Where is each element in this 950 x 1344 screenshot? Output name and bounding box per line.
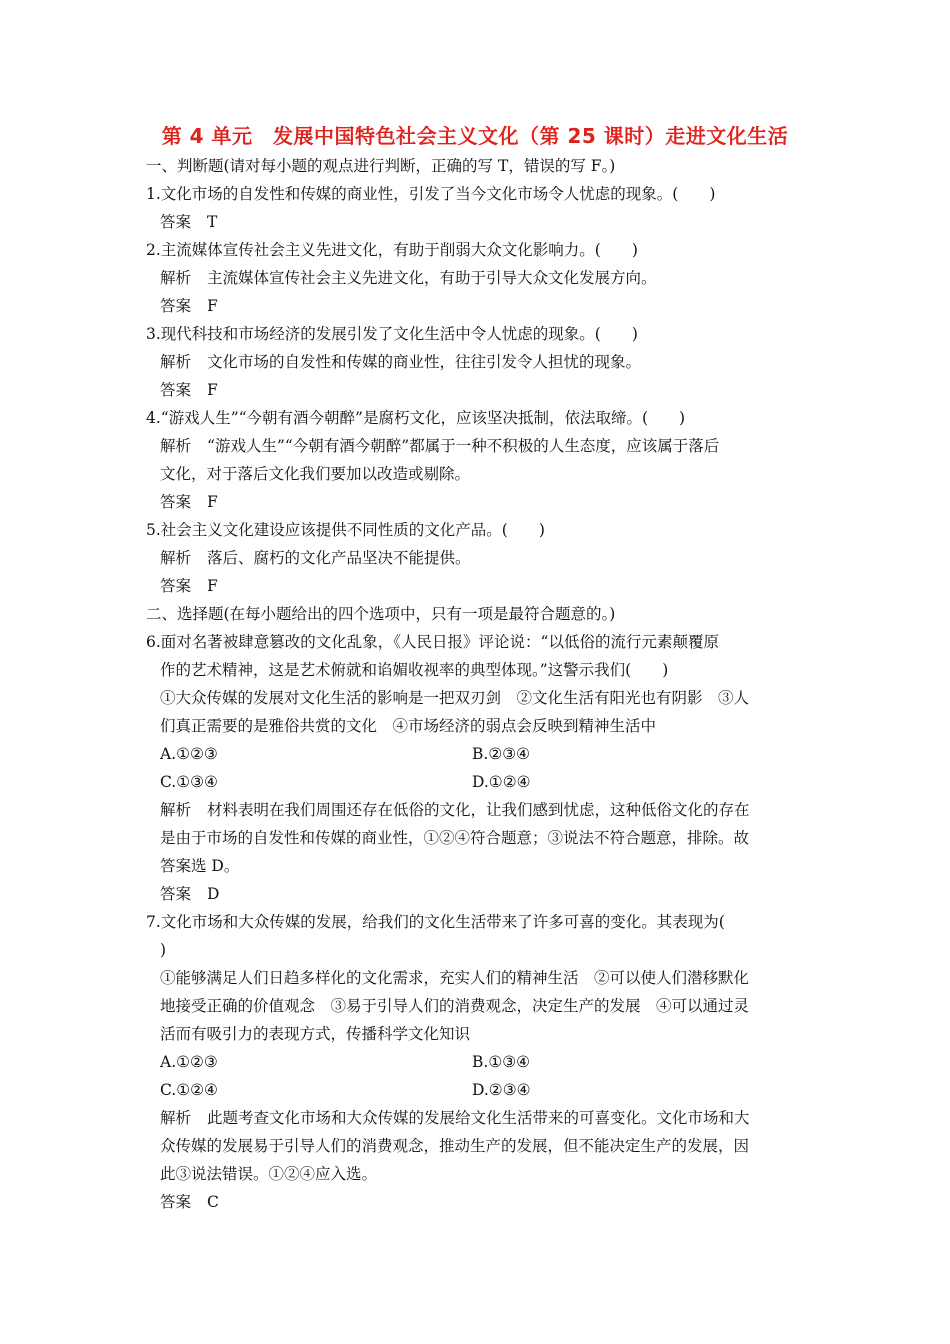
- answer-value: F: [207, 577, 218, 595]
- question-6-analysis-line-1: [146, 796, 808, 824]
- question-7-items-line-2: 地接受正确的价值观念 ③易于引导人们的消费观念，决定生产的发展 ④可以通过灵: [160, 997, 750, 1015]
- answer-value: T: [207, 213, 218, 231]
- answer-value: F: [207, 381, 218, 399]
- analysis-label: 解析: [160, 801, 192, 819]
- analysis-text: “游戏人生”“今朝有酒今朝醉”都属于一种不积极的人生态度，应该属于落后: [207, 437, 720, 455]
- option-c: C.①③④: [160, 773, 218, 791]
- analysis-text: 落后、腐朽的文化产品坚决不能提供。: [207, 549, 471, 567]
- analysis-label: 解析: [160, 353, 192, 371]
- option-b: B.②③④: [472, 745, 531, 763]
- answer-value: C: [207, 1193, 219, 1211]
- answer-label: 答案: [160, 381, 192, 399]
- option-d: D.①②④: [472, 773, 531, 791]
- question-7-analysis-line-1: [146, 1104, 808, 1132]
- analysis-label: 解析: [160, 437, 192, 455]
- question-7-stem-line-1: 7.文化市场和大众传媒的发展，给我们的文化生活带来了许多可喜的变化。其表现为(: [146, 913, 725, 931]
- answer-label: 答案: [160, 1193, 192, 1211]
- question-6-analysis-line-3: 答案选 D。: [160, 857, 240, 875]
- analysis-text: 主流媒体宣传社会主义先进文化，有助于引导大众文化发展方向。: [207, 269, 657, 287]
- option-a: A.①②③: [160, 1053, 218, 1071]
- question-5-answer: [146, 572, 808, 600]
- question-7-options-row-1: [146, 1048, 808, 1076]
- answer-value: F: [207, 493, 218, 511]
- question-6-stem-line-2: 作的艺术精神，这是艺术俯就和谄媚收视率的典型体现。”这警示我们( ): [160, 661, 669, 679]
- question-4-answer: [146, 488, 808, 516]
- question-6-answer: [146, 880, 808, 908]
- question-6-options-row-1: [146, 740, 808, 768]
- question-6-items-line-2: 们真正需要的是雅俗共赏的文化 ④市场经济的弱点会反映到精神生活中: [160, 717, 657, 735]
- question-7-analysis-line-2: 众传媒的发展易于引导人们的消费观念，推动生产的发展，但不能决定生产的发展，因: [160, 1137, 750, 1155]
- question-6-items-line-1: ①大众传媒的发展对文化生活的影响是一把双刃剑 ②文化生活有阳光也有阴影 ③人: [160, 689, 750, 707]
- analysis-text: 材料表明在我们周围还存在低俗的文化，让我们感到忧虑，这种低俗文化的存在: [207, 801, 750, 819]
- question-4-stem: 4.“游戏人生”“今朝有酒今朝醉”是腐朽文化，应该坚决抵制，依法取缔。( ): [146, 409, 686, 427]
- question-2-answer: [146, 292, 808, 320]
- question-7-options-row-2: [146, 1076, 808, 1104]
- answer-label: 答案: [160, 577, 192, 595]
- question-2-stem: 2.主流媒体宣传社会主义先进文化，有助于削弱大众文化影响力。( ): [146, 241, 638, 259]
- question-6-analysis-line-2: 是由于市场的自发性和传媒的商业性，①②④符合题意；③说法不符合题意，排除。故: [160, 829, 750, 847]
- analysis-text: 文化市场的自发性和传媒的商业性，往往引发令人担忧的现象。: [207, 353, 642, 371]
- question-3-stem: 3.现代科技和市场经济的发展引发了文化生活中令人忧虑的现象。( ): [146, 325, 638, 343]
- question-7-answer: [146, 1188, 808, 1216]
- analysis-label: 解析: [160, 1109, 192, 1127]
- question-7-items-line-1: ①能够满足人们日趋多样化的文化需求，充实人们的精神生活 ②可以使人们潜移默化: [160, 969, 750, 987]
- analysis-text: 此题考查文化市场和大众传媒的发展给文化生活带来的可喜变化。文化市场和大: [207, 1109, 750, 1127]
- question-1-stem: 1.文化市场的自发性和传媒的商业性，引发了当今文化市场令人忧虑的现象。( ): [146, 185, 716, 203]
- option-c: C.①②④: [160, 1081, 218, 1099]
- question-7-analysis-line-3: 此③说法错误。①②④应入选。: [160, 1165, 378, 1183]
- question-7-stem-line-2: ): [160, 941, 167, 959]
- question-2-analysis: [146, 264, 808, 292]
- option-a: A.①②③: [160, 745, 218, 763]
- answer-value: F: [207, 297, 218, 315]
- section-heading-choice: 二、选择题(在每小题给出的四个选项中，只有一项是最符合题意的。): [146, 605, 616, 623]
- answer-value: D: [207, 885, 220, 903]
- question-6-options-row-2: [146, 768, 808, 796]
- answer-label: 答案: [160, 885, 192, 903]
- question-4-analysis-line-1: [146, 432, 808, 460]
- option-d: D.②③④: [472, 1081, 531, 1099]
- page-title: 第 4 单元 发展中国特色社会主义文化（第 25 课时）走进文化生活: [161, 124, 789, 148]
- question-6-stem-line-1: 6.面对名著被肆意篡改的文化乱象，《人民日报》评论说：“以低俗的流行元素颠覆原: [146, 633, 719, 651]
- question-1-answer: [146, 208, 808, 236]
- question-3-answer: [146, 376, 808, 404]
- question-5-analysis: [146, 544, 808, 572]
- section-heading-judgement: 一、判断题(请对每小题的观点进行判断，正确的写 T，错误的写 F。): [146, 157, 616, 175]
- analysis-label: 解析: [160, 269, 192, 287]
- answer-label: 答案: [160, 297, 192, 315]
- question-3-analysis: [146, 348, 808, 376]
- question-7-items-line-3: 活而有吸引力的表现方式，传播科学文化知识: [160, 1025, 471, 1043]
- answer-label: 答案: [160, 493, 192, 511]
- option-b: B.①③④: [472, 1053, 531, 1071]
- document-body: [146, 152, 808, 1216]
- analysis-label: 解析: [160, 549, 192, 567]
- question-4-analysis-line-2: 文化，对于落后文化我们要加以改造或剔除。: [160, 465, 471, 483]
- answer-label: 答案: [160, 213, 192, 231]
- question-5-stem: 5.社会主义文化建设应该提供不同性质的文化产品。( ): [146, 521, 545, 539]
